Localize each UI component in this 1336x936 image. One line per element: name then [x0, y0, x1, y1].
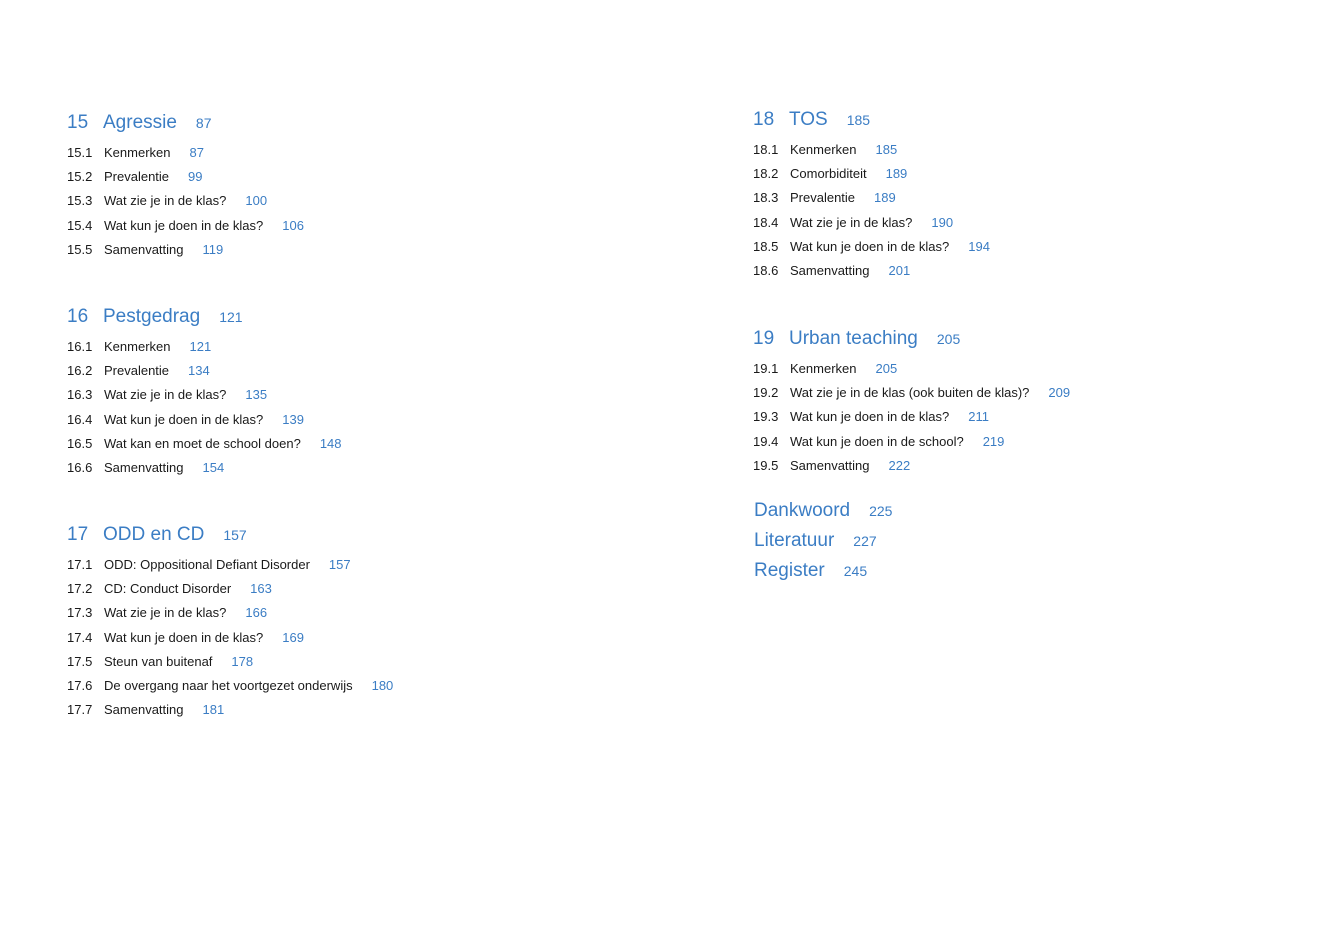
section-number: 19.5 [753, 457, 779, 473]
back-matter-entry [754, 560, 892, 590]
section-title: Wat zie je in de klas? [790, 214, 913, 230]
toc-entry [753, 190, 990, 214]
section-page: 189 [874, 190, 896, 206]
section-number: 15.3 [67, 193, 93, 209]
section-title: Wat kun je doen in de klas? [790, 238, 950, 254]
toc-entry [67, 630, 393, 654]
section-page: 189 [885, 166, 908, 182]
section-number: 17.3 [67, 605, 93, 621]
section-title: Kenmerken [790, 361, 857, 376]
back-matter-title: Dankwoord [754, 500, 851, 521]
chapter-page: 157 [223, 527, 247, 543]
section-number: 16.5 [67, 435, 93, 451]
section-number: 19.2 [753, 385, 779, 401]
toc-entry [753, 142, 990, 166]
section-number: 18.3 [753, 190, 779, 206]
section-number: 19.1 [753, 361, 779, 376]
toc-entry [753, 385, 1070, 409]
section-title: Wat kun je doen in de klas? [104, 629, 264, 645]
toc-entry [67, 581, 393, 605]
section-number: 16.6 [67, 459, 93, 475]
section-title: Samenvatting [104, 459, 184, 475]
section-number: 15.2 [67, 169, 93, 185]
section-title: Samenvatting [790, 262, 870, 278]
toc-entry [753, 458, 1070, 482]
section-page: 157 [328, 557, 351, 572]
section-page: 148 [319, 435, 342, 451]
back-matter-page: 245 [843, 563, 868, 579]
section-number: 17.4 [67, 629, 93, 645]
toc-entry [753, 409, 1070, 433]
toc-chapter-15 [67, 112, 304, 266]
section-title: Wat zie je in de klas? [104, 605, 227, 621]
section-number: 17.6 [67, 677, 93, 693]
section-title: Prevalentie [104, 169, 170, 185]
section-page: 135 [245, 387, 268, 403]
section-page: 219 [982, 433, 1005, 449]
section-number: 18.2 [753, 166, 779, 182]
toc-entry [67, 678, 393, 702]
toc-entry [67, 218, 304, 242]
toc-entry [67, 169, 304, 193]
section-page: 190 [931, 214, 954, 230]
section-number: 19.4 [753, 433, 779, 449]
section-number: 16.2 [67, 363, 93, 379]
section-title: Wat zie je in de klas? [104, 387, 227, 403]
toc-entry [67, 557, 393, 581]
section-page: 194 [968, 238, 990, 254]
section-number: 17.5 [67, 653, 93, 669]
chapter-heading [67, 524, 393, 550]
chapter-heading [67, 112, 304, 138]
chapter-number: 18 [753, 109, 775, 130]
toc-entry [753, 263, 990, 287]
toc-chapter-16 [67, 306, 342, 484]
back-matter-page: 227 [853, 533, 877, 549]
section-title: Samenvatting [104, 702, 184, 718]
section-number: 15.4 [67, 217, 93, 233]
chapter-number: 17 [67, 524, 89, 545]
section-page: 169 [282, 629, 304, 645]
toc-entry [67, 412, 342, 436]
toc-entry [67, 436, 342, 460]
toc-entry [67, 460, 342, 484]
section-title: Steun van buitenaf [104, 653, 213, 669]
section-number: 17.1 [67, 557, 93, 572]
section-title: Wat kun je doen in de klas? [104, 217, 264, 233]
section-page: 87 [189, 145, 204, 160]
toc-entry [67, 193, 304, 217]
section-page: 121 [189, 339, 212, 354]
back-matter-title: Literatuur [754, 530, 835, 551]
toc-entry [67, 702, 393, 726]
chapter-title: TOS [789, 109, 828, 130]
section-title: Wat kun je doen in de klas? [104, 411, 264, 427]
section-page: 166 [245, 605, 268, 621]
chapter-page: 185 [846, 112, 871, 128]
section-title: De overgang naar het voortgezet onderwijs [104, 677, 353, 693]
section-title: ODD: Oppositional Defiant Disorder [104, 557, 310, 572]
section-page: 139 [282, 411, 304, 427]
section-number: 18.1 [753, 142, 779, 157]
chapter-title: Urban teaching [789, 328, 918, 349]
back-matter-page: 225 [869, 503, 893, 519]
section-number: 17.2 [67, 581, 93, 597]
section-title: Samenvatting [790, 457, 870, 473]
toc-entry [67, 654, 393, 678]
section-page: 201 [888, 262, 911, 278]
section-title: Comorbiditeit [790, 166, 867, 182]
section-page: 181 [202, 702, 225, 718]
toc-chapter-17 [67, 524, 393, 726]
chapter-title: Agressie [103, 112, 177, 133]
back-matter-title: Register [754, 560, 825, 581]
chapter-number: 15 [67, 112, 89, 133]
section-page: 222 [888, 457, 911, 473]
chapter-page: 87 [195, 115, 212, 131]
chapter-number: 16 [67, 306, 89, 327]
section-number: 17.7 [67, 702, 93, 718]
section-title: CD: Conduct Disorder [104, 581, 232, 597]
section-page: 134 [188, 363, 210, 379]
section-page: 180 [371, 677, 394, 693]
section-page: 211 [968, 409, 989, 425]
toc-entry [67, 605, 393, 629]
section-number: 16.1 [67, 339, 93, 354]
chapter-heading [753, 328, 1070, 354]
chapter-title: Pestgedrag [103, 306, 201, 327]
section-title: Prevalentie [104, 363, 170, 379]
section-page: 119 [202, 241, 224, 257]
section-title: Wat kun je doen in de school? [790, 433, 964, 449]
toc-entry [753, 166, 990, 190]
section-page: 154 [202, 459, 225, 475]
toc-entry [753, 215, 990, 239]
section-title: Kenmerken [104, 145, 171, 160]
section-page: 163 [250, 581, 272, 597]
section-number: 16.3 [67, 387, 93, 403]
toc-entry [67, 145, 304, 169]
toc-entry [753, 361, 1070, 385]
toc-entry [753, 434, 1070, 458]
section-number: 18.5 [753, 238, 779, 254]
toc-chapter-18 [753, 109, 990, 287]
section-number: 16.4 [67, 411, 93, 427]
section-number: 18.4 [753, 214, 779, 230]
section-page: 178 [231, 653, 254, 669]
section-page: 106 [282, 217, 304, 233]
chapter-number: 19 [753, 328, 775, 349]
section-title: Wat zie je in de klas? [104, 193, 227, 209]
back-matter-entry [754, 500, 892, 530]
section-page: 99 [188, 169, 203, 185]
chapter-heading [67, 306, 342, 332]
chapter-title: ODD en CD [103, 524, 205, 545]
toc-entry [67, 242, 304, 266]
section-title: Kenmerken [790, 142, 857, 157]
section-number: 19.3 [753, 409, 779, 425]
section-page: 185 [875, 142, 898, 157]
section-title: Wat zie je in de klas (ook buiten de klas)? [790, 385, 1030, 401]
section-page: 100 [245, 193, 268, 209]
toc-back-matter [754, 500, 892, 590]
chapter-heading [753, 109, 990, 135]
section-title: Prevalentie [790, 190, 856, 206]
section-title: Samenvatting [104, 241, 184, 257]
toc-entry [67, 387, 342, 411]
toc-entry [67, 339, 342, 363]
toc-entry [753, 239, 990, 263]
chapter-page: 205 [936, 331, 961, 347]
section-title: Wat kan en moet de school doen? [104, 435, 301, 451]
section-page: 205 [875, 361, 898, 376]
section-number: 18.6 [753, 262, 779, 278]
toc-entry [67, 363, 342, 387]
section-title: Kenmerken [104, 339, 171, 354]
chapter-page: 121 [219, 309, 243, 325]
section-title: Wat kun je doen in de klas? [790, 409, 950, 425]
section-number: 15.1 [67, 145, 93, 160]
back-matter-entry [754, 530, 892, 560]
section-page: 209 [1048, 385, 1071, 401]
toc-chapter-19 [753, 328, 1070, 482]
section-number: 15.5 [67, 241, 93, 257]
